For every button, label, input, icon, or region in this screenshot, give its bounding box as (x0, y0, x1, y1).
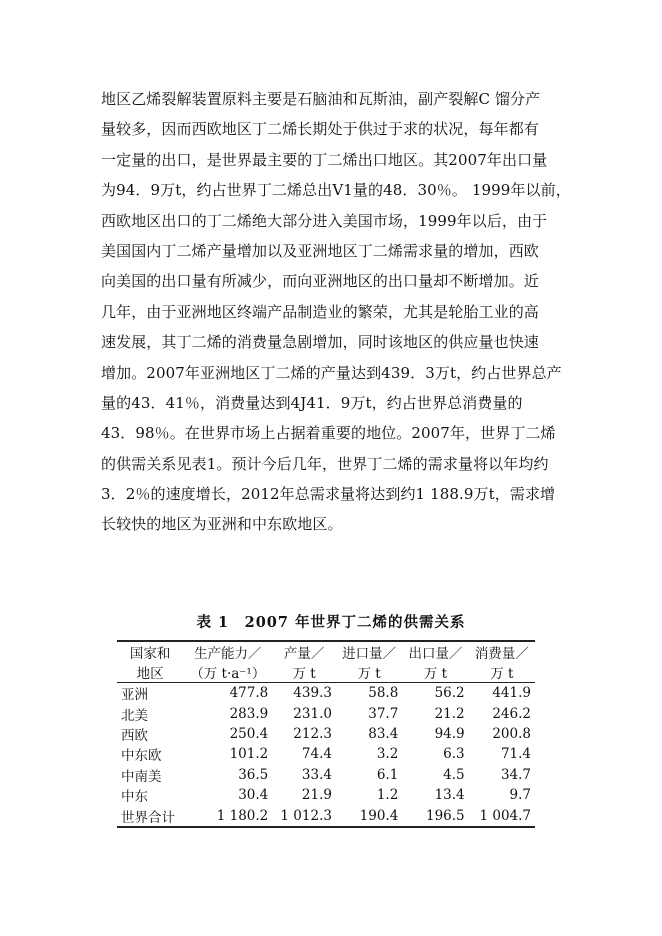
paragraph-line: 地区乙烯裂解装置原料主要是石脑油和瓦斯油，副产裂解C 馏分产 (101, 90, 541, 108)
header-cell: 万 t (336, 662, 402, 683)
value-cell: 21.9 (301, 787, 332, 804)
value-cell: 200.8 (492, 725, 531, 742)
value-cell: 477.8 (229, 685, 269, 702)
header-cell: 产量／ (272, 641, 336, 662)
value-cell: 439.3 (293, 685, 332, 702)
value-cell: 196.5 (402, 805, 468, 826)
paragraph-line: 量较多，因而西欧地区丁二烯长期处于供过于求的状况，每年都有 (101, 120, 539, 139)
value-cell: 74.4 (301, 746, 332, 763)
paragraph-line: 向美国的出口量有所减少，而向亚洲地区的出口量却不断增加。近 (101, 272, 539, 291)
paragraph-line: 增加。2007年亚洲地区丁二烯的产量达到439．3万t，约占世界总产 (101, 363, 562, 382)
value-cell: 246.2 (492, 705, 531, 722)
value-cell: 83.4 (368, 725, 399, 742)
table-caption: 表 1 2007 年世界丁二烯的供需关系 (196, 614, 466, 631)
body-paragraph (101, 84, 571, 540)
header-cell: 万 t (402, 662, 468, 683)
header-cell: 进口量／ (336, 641, 402, 662)
header-cell: 出口量／ (402, 641, 468, 662)
paragraph-line: 的供需关系见表1。预计今后几年，世界丁二烯的需求量将以年均约 (101, 454, 549, 473)
region-cell: 亚洲 (121, 687, 148, 704)
table-header-row (117, 662, 535, 683)
value-cell: 190.4 (336, 805, 402, 826)
header-cell: 万 t (469, 662, 535, 683)
region-cell: 中东 (121, 789, 148, 806)
paragraph-line: 量的43．41％，消费量达到4J41．9万t，约占世界总消费量的 (101, 393, 523, 412)
header-cell: 万 t (272, 662, 336, 683)
table-row (117, 765, 535, 785)
value-cell: 441.9 (492, 685, 531, 702)
value-cell: 58.8 (368, 685, 399, 702)
paragraph-line: 几年，由于亚洲地区终端产品制造业的繁荣，尤其是轮胎工业的高 (101, 302, 539, 321)
value-cell: 1 004.7 (469, 805, 535, 826)
value-cell: 37.7 (368, 705, 399, 722)
value-cell: 56.2 (434, 685, 465, 702)
value-cell: 283.9 (229, 705, 269, 722)
supply-demand-table (117, 640, 535, 828)
value-cell: 36.5 (238, 766, 269, 783)
table-row (117, 744, 535, 764)
region-cell: 世界合计 (117, 805, 183, 826)
value-cell: 101.2 (229, 746, 269, 763)
paragraph-line: 一定量的出口，是世界最主要的丁二烯出口地区。其2007年出口量 (101, 150, 548, 169)
value-cell: 231.0 (293, 705, 332, 722)
paragraph-line: 43．98％。在世界市场上占据着重要的地位。2007年，世界丁二烯 (101, 424, 556, 443)
table-row (117, 703, 535, 723)
value-cell: 250.4 (229, 725, 269, 742)
table-header-row (117, 641, 535, 662)
value-cell: 6.1 (376, 766, 399, 783)
paragraph-line: 长较快的地区为亚洲和中东欧地区。 (101, 515, 343, 534)
region-cell: 北美 (121, 707, 148, 724)
value-cell: 9.7 (509, 787, 531, 804)
region-cell: 西欧 (121, 727, 148, 744)
region-cell: 中东欧 (121, 748, 162, 765)
value-cell: 212.3 (293, 725, 332, 742)
header-cell: 消费量／ (469, 641, 535, 662)
value-cell: 33.4 (301, 766, 332, 783)
value-cell: 21.2 (434, 705, 465, 722)
table-row (117, 724, 535, 744)
paragraph-line: 速发展，其丁二烯的消费量急剧增加，同时该地区的供应量也快速 (101, 333, 539, 352)
value-cell: 71.4 (500, 746, 531, 763)
header-cell: 国家和 (117, 641, 183, 662)
value-cell: 3.2 (376, 746, 399, 763)
value-cell: 1 012.3 (272, 805, 336, 826)
header-cell: 生产能力／ (183, 641, 272, 662)
paragraph-line: 3．2％的速度增长，2012年总需求量将达到约1 188.9万t，需求增 (101, 485, 556, 504)
paragraph-line: 为94．9万t，约占世界丁二烯总出V1量的48．30％。 1999年以前， (101, 181, 571, 200)
table-row (117, 785, 535, 805)
value-cell: 4.5 (443, 766, 465, 783)
table-row (117, 683, 535, 704)
header-cell: （万 t·a⁻¹） (183, 662, 272, 683)
header-cell: 地区 (117, 662, 183, 683)
paragraph-line: 西欧地区出口的丁二烯绝大部分进入美国市场，1999年以后，由于 (101, 211, 548, 230)
value-cell: 34.7 (500, 766, 531, 783)
table-total-row (117, 805, 535, 826)
value-cell: 13.4 (434, 787, 465, 804)
value-cell: 1.2 (376, 787, 399, 804)
paragraph-line: 美国国内丁二烯产量增加以及亚洲地区丁二烯需求量的增加，西欧 (101, 241, 539, 260)
value-cell: 1 180.2 (183, 805, 272, 826)
value-cell: 30.4 (238, 787, 269, 804)
value-cell: 94.9 (434, 725, 465, 742)
region-cell: 中南美 (121, 768, 162, 785)
value-cell: 6.3 (443, 746, 465, 763)
